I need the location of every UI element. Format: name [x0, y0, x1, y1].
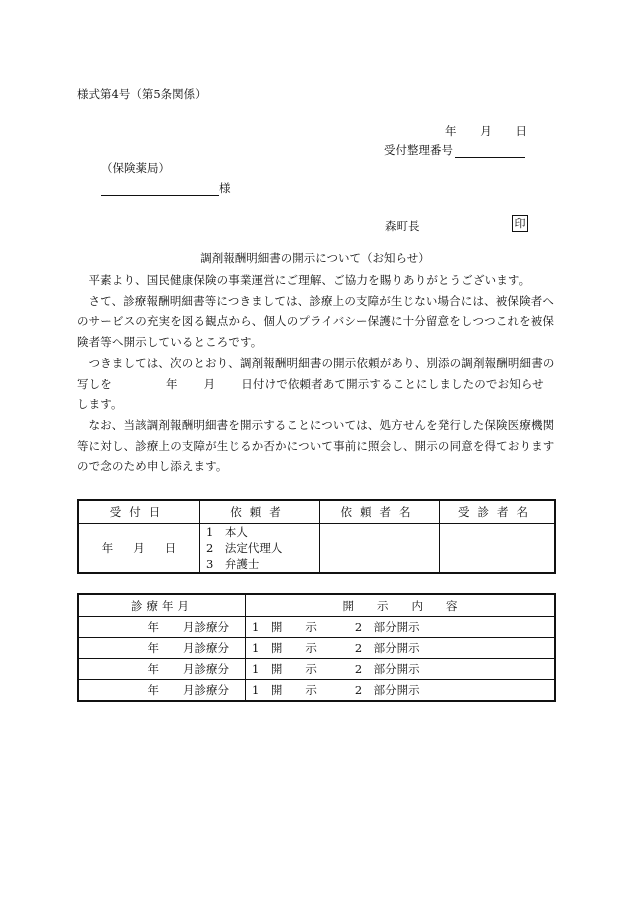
row-year: 年: [147, 683, 159, 697]
document-title: 調剤報酬明細書の開示について（お知らせ）: [200, 251, 430, 265]
option-partial-disclosure: 2 部分開示: [354, 620, 420, 634]
option-partial-disclosure: 2 部分開示: [354, 641, 420, 655]
header-requester: 依頼者: [200, 500, 320, 524]
row-month: 月診療分: [183, 620, 229, 634]
seal-mark: 印: [512, 215, 528, 232]
table-row: [78, 680, 555, 702]
requester-options-cell: [200, 524, 320, 574]
disclosure-content-cell: [246, 680, 556, 702]
row-year: 年: [147, 620, 159, 634]
addressee-name-field: [101, 183, 219, 196]
sender-name: 森町長: [385, 219, 420, 233]
header-patient-name: 受診者名: [440, 500, 556, 524]
header-requester-name: 依頼者名: [320, 500, 440, 524]
paragraph-3-month: 月: [203, 376, 216, 391]
paragraph-3-year: 年: [165, 376, 178, 391]
row-month: 月診療分: [183, 662, 229, 676]
requester-option-legal-representative: 2 法定代理人: [206, 541, 283, 555]
addressee-honorific: 様: [219, 181, 231, 195]
table-row: [78, 638, 555, 659]
disclosure-content-cell: [246, 659, 556, 680]
receipt-label: 受付整理番号: [384, 143, 453, 157]
option-full-disclosure: 1 開 示: [252, 683, 317, 697]
received-day: 日: [164, 541, 177, 555]
table-row: [78, 659, 555, 680]
treatment-month-cell: [78, 680, 246, 702]
date-day: 日: [515, 124, 527, 138]
table-row: [78, 617, 555, 638]
patient-name-cell: [440, 524, 556, 574]
requester-name-cell: [320, 524, 440, 574]
receipt-number-field: [455, 145, 525, 158]
option-full-disclosure: 1 開 示: [252, 662, 317, 676]
header-treatment-month: 診療年月: [78, 594, 246, 617]
option-full-disclosure: 1 開 示: [252, 620, 317, 634]
received-year: 年: [101, 541, 114, 555]
requester-option-lawyer: 3 弁護士: [206, 557, 260, 571]
receipt-number: [384, 142, 525, 158]
addressee-label: （保険薬局）: [101, 161, 170, 175]
row-year: 年: [147, 641, 159, 655]
form-number: 様式第4号（第5条関係）: [77, 87, 207, 101]
disclosure-content-cell: [246, 617, 556, 638]
addressee-line: [101, 180, 231, 196]
disclosure-content-cell: [246, 638, 556, 659]
treatment-month-cell: [78, 617, 246, 638]
paragraph-2: さて、診療報酬明細書等につきましては、診療上の支障が生じない場合には、被保険者へのサービスの充実を図る観点から、個人のプライバシー保護に十分留意をしつつこれを被保険者等へ開示しているところです。: [77, 293, 555, 350]
treatment-month-cell: [78, 638, 246, 659]
request-table: [77, 499, 556, 574]
option-partial-disclosure: 2 部分開示: [354, 662, 420, 676]
header-disclosure-content: 開 示 内 容: [246, 594, 556, 617]
header-received-date: 受付日: [78, 500, 200, 524]
paragraph-3: [77, 353, 555, 415]
option-partial-disclosure: 2 部分開示: [354, 683, 420, 697]
paragraph-1: 平素より、国民健康保険の事業運営にご理解、ご協力を賜りありがとうございます。: [88, 273, 531, 287]
row-year: 年: [147, 662, 159, 676]
received-date-cell: [78, 524, 200, 574]
row-month: 月診療分: [183, 683, 229, 697]
date-year: 年: [445, 124, 457, 138]
paragraph-3-end: 日付けで依頼者あて開示することにしましたのでお知らせします。: [77, 376, 544, 412]
received-month: 月: [133, 541, 145, 555]
paragraph-3-start: つきましては、次のとおり、調剤報酬明細書の開示依頼があり、別添の調剤報酬明細書の写しを: [77, 355, 555, 391]
option-full-disclosure: 1 開 示: [252, 641, 317, 655]
document-date: [445, 123, 527, 139]
disclosure-table: [77, 593, 556, 702]
treatment-month-cell: [78, 659, 246, 680]
document-body: [77, 270, 555, 477]
paragraph-4: なお、当該調剤報酬明細書を開示することについては、処方せんを発行した保険医療機関等に対し、診療上の支障が生じるか否かについて事前に照会し、開示の同意を得ておりますので念のため申し添えます。: [77, 417, 555, 474]
date-month: 月: [480, 124, 492, 138]
requester-option-self: 1 本人: [206, 525, 248, 539]
row-month: 月診療分: [183, 641, 229, 655]
